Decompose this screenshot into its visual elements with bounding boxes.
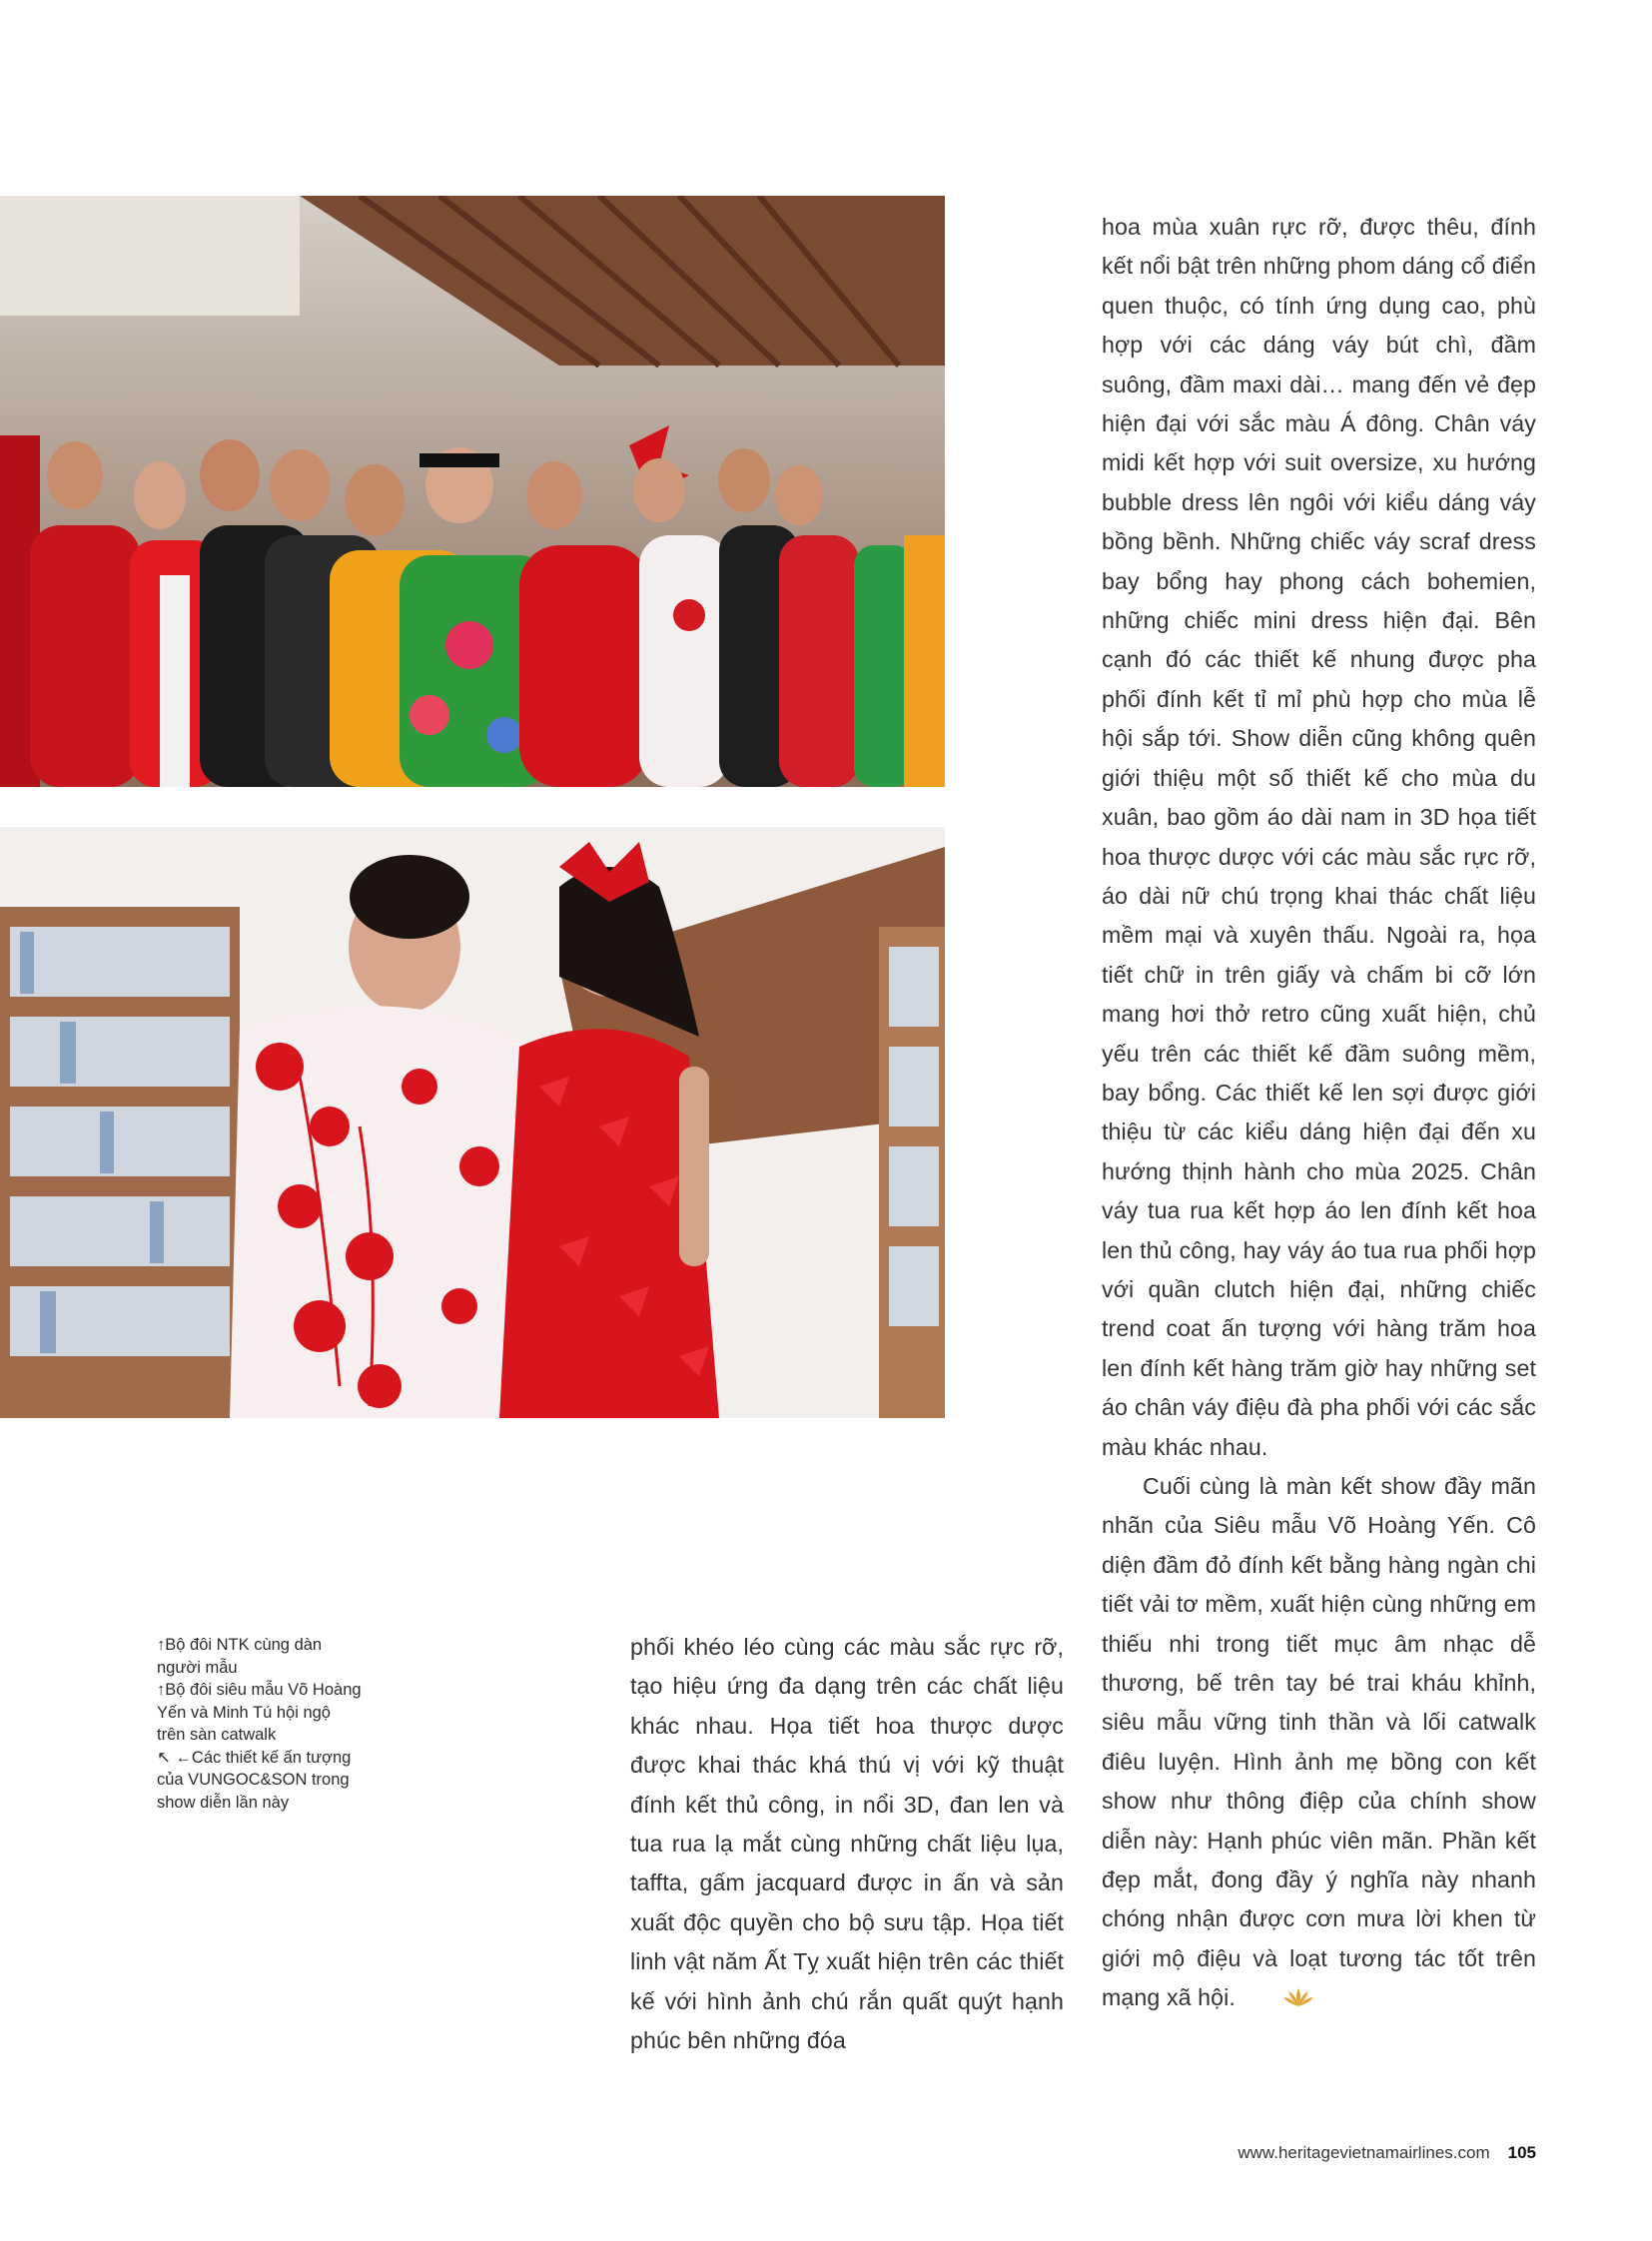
photo-designers-with-models (0, 196, 945, 787)
article-column-right (1102, 208, 1536, 2018)
page-number: 105 (1507, 2143, 1536, 2162)
article-paragraph: phối khéo léo cùng các màu sắc rực rỡ, tạo hiệu ứng đa dạng trên các chất liệu khác nhau. Họa tiết hoa thược dược được khai thác khá thú vị với kỹ thuật đính kết thủ công, in nổi 3D, đan len và tua rua lạ mắt cùng những chất liệu lụa, taffta, gấm jacquard được in ấn và sản xuất độc quyền cho bộ sưu tập. Họa tiết linh vật năm Ất Tỵ xuất hiện trên các thiết kế với hình ảnh chú rắn quất quýt hạnh phúc bên những đóa (630, 1634, 1064, 2054)
lotus-icon (1241, 1981, 1273, 2003)
caption-line: ↑Bộ đôi NTK cùng dàn người mẫu (157, 1636, 323, 1677)
article-paragraph-text: Cuối cùng là màn kết show đầy mãn nhãn của Siêu mẫu Võ Hoàng Yến. Cô diện đầm đỏ đính kết bằng hàng ngàn chi tiết vải tơ mềm, xuất hiện cùng những em thiếu nhi trong tiết mục âm nhạc dễ thương, bế trên tay bé trai kháu khỉnh, siêu mẫu vững tinh thần và lối catwalk điêu luyện. Hình ảnh mẹ bồng con kết show như thông điệp của chính show diễn này: Hạnh phúc viên mãn. Phần kết đẹp mắt, đong đầy ý nghĩa này nhanh chóng nhận được cơn mưa lời khen từ giới mộ điệu và loạt tương tác tốt trên mạng xã hội. (1102, 1473, 1536, 2011)
caption-line: ↑Bộ đôi siêu mẫu Võ Hoàng Yến và Minh Tú hội ngộ trên sàn catwalk (157, 1681, 362, 1744)
photo-supermodels-on-catwalk (0, 827, 945, 1418)
article-paragraph-final (1102, 1467, 1536, 2018)
photo-caption (157, 1634, 362, 1814)
caption-line: ↖ ←Các thiết kế ấn tượng của VUNGOC&SON trong show diễn lần này (157, 1748, 352, 1812)
page-footer (1238, 2143, 1536, 2163)
article-paragraph: hoa mùa xuân rực rỡ, được thêu, đính kết nổi bật trên những phom dáng cổ điển quen thuộc, có tính ứng dụng cao, phù hợp với các dáng váy bút chì, đầm suông, đầm maxi dài… mang đến vẻ đẹp hiện đại với sắc màu Á đông. Chân váy midi kết hợp với suit oversize, xu hướng bubble dress lên ngôi với kiểu dáng váy bồng bềnh. Những chiếc váy scraf dress bay bổng hay phong cách bohemien, những chiếc mini dress hiện đại. Bên cạnh đó các thiết kế nhung được pha phối đính kết tỉ mỉ phù hợp cho mùa lễ hội sắp tới. Show diễn cũng không quên giới thiệu một số thiết kế cho mùa du xuân, bao gồm áo dài nam in 3D họa tiết hoa thược dược với các màu sắc rực rỡ, áo dài nữ chú trọng khai thác chất liệu mềm mại và xuyên thấu. Ngoài ra, họa tiết chữ in trên giấy và chấm bi cỡ lớn mang hơi thở retro cũng xuất hiện, chủ yếu trên các thiết kế đầm suông mềm, bay bổng. Các thiết kế len sợi được giới thiệu từ các kiểu dáng hiện đại đến xu hướng thịnh hành cho mùa 2025. Chân váy tua rua kết hợp áo len đính kết hoa len thủ công, hay váy áo tua rua phối hợp với quần clutch hiện đại, những chiếc trend coat ấn tượng với hàng trăm hoa len đính kết hàng trăm giờ hay những set áo chân váy điệu đà pha phối với các sắc màu khác nhau. (1102, 214, 1536, 1460)
article-column-middle (630, 1628, 1064, 2060)
footer-url: www.heritagevietnamairlines.com (1238, 2143, 1490, 2162)
